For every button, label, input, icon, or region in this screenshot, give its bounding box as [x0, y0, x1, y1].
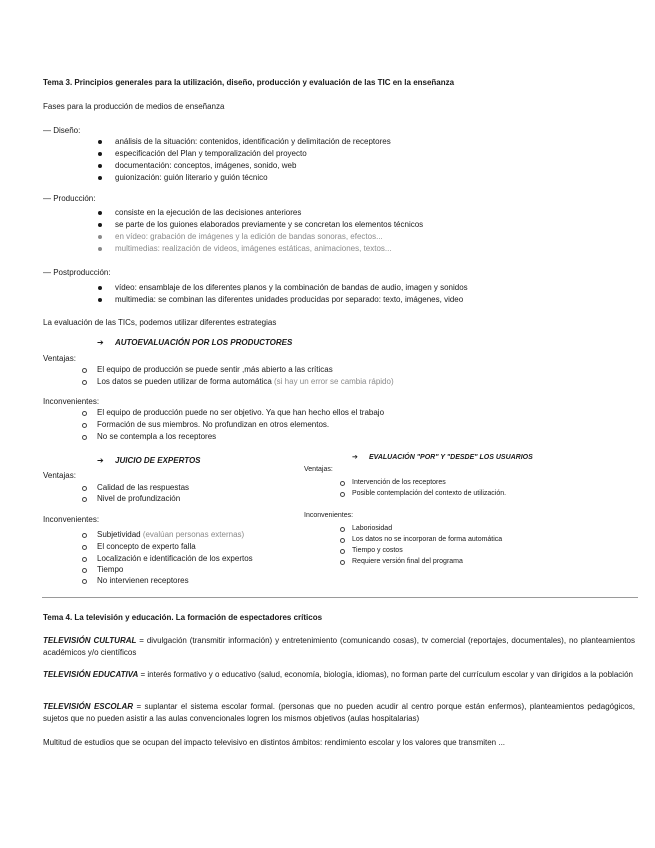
expertos-inconv-label: Inconvenientes: [43, 515, 100, 524]
bullet-icon [98, 223, 102, 227]
produccion-label: — Producción: [43, 194, 96, 203]
auto-inconv: No se contempla a los receptores [97, 432, 217, 441]
postproduccion-label: — Postproducción: [43, 268, 111, 277]
produccion-item: multimedias: realización de videos, imágenes estáticas, animaciones, textos... [115, 244, 392, 253]
arrow-right-icon: ➔ [97, 456, 104, 465]
bullet-icon [98, 235, 102, 239]
usuarios-inconv-label: Inconvenientes: [304, 512, 354, 519]
usuarios-heading: EVALUACIÓN "POR" Y "DESDE" LOS USUARIOS [369, 454, 533, 461]
circle-bullet-icon [340, 538, 345, 543]
auto-heading: AUTOEVALUACIÓN POR LOS PRODUCTORES [115, 338, 293, 347]
auto-inconv-label: Inconvenientes: [43, 397, 100, 406]
evaluacion-intro: La evaluación de las TICs, podemos utilizar diferentes estrategias [43, 318, 277, 327]
circle-bullet-icon [340, 492, 345, 497]
multitud-paragraph: Multitud de estudios que se ocupan del impacto televisivo en distintos ámbitos: rendimiento escolar y los valores que transmiten ... [43, 738, 506, 747]
circle-bullet-icon [340, 560, 345, 565]
tv-educativa-text: = interés formativo y o educativo (salud, economía, biología, idiomas), no forman parte del currículum escolar y van dirigidos a la población [138, 670, 633, 679]
tema4-title: Tema 4. La televisión y educación. La formación de espectadores críticos [43, 613, 323, 622]
tv-cultural-text: = divulgación (transmitir información) y entretenimiento (comunicando cosas), tv comercial (reportajes, documentales), no planteamientos académicos y/o científicos [43, 636, 635, 657]
expertos-inconv: Localización e identificación de los expertos [97, 554, 253, 563]
auto-inconv: Formación de sus miembros. No profundizan en otros elementos. [97, 420, 330, 429]
expertos-inconv-text: Subjetividad [97, 530, 143, 539]
postproduccion-item: multimedia: se combinan las diferentes unidades producidas por separado: texto, imágenes, video [115, 295, 464, 304]
circle-bullet-icon [82, 568, 87, 573]
diseno-item: especificación del Plan y temporalización del proyecto [115, 149, 307, 158]
circle-bullet-icon [82, 497, 87, 502]
bullet-icon [98, 211, 102, 215]
bullet-icon [98, 164, 102, 168]
expertos-ventajas-label: Ventajas: [43, 471, 76, 480]
circle-bullet-icon [82, 380, 87, 385]
expertos-inconv: Tiempo [97, 565, 124, 574]
circle-bullet-icon [340, 549, 345, 554]
circle-bullet-icon [340, 527, 345, 532]
circle-bullet-icon [82, 423, 87, 428]
bullet-icon [98, 286, 102, 290]
fases-heading: Fases para la producción de medios de enseñanza [43, 102, 225, 111]
circle-bullet-icon [82, 545, 87, 550]
section-divider [42, 597, 638, 598]
circle-bullet-icon [82, 368, 87, 373]
tema3-title: Tema 3. Principios generales para la utilización, diseño, producción y evaluación de las TIC en la enseñanza [43, 78, 455, 87]
arrow-right-icon: ➔ [352, 454, 358, 461]
bullet-icon [98, 152, 102, 156]
bullet-icon [98, 247, 102, 251]
bullet-icon [98, 140, 102, 144]
circle-bullet-icon [82, 486, 87, 491]
auto-ventaja [97, 376, 394, 388]
expertos-heading: JUICIO DE EXPERTOS [115, 456, 201, 465]
usuarios-inconv: Laboriosidad [352, 525, 393, 532]
auto-inconv: El equipo de producción puede no ser objetivo. Ya que han hecho ellos el trabajo [97, 408, 385, 417]
tv-cultural-paragraph [43, 635, 635, 658]
tv-escolar-text: = suplantar el sistema escolar formal. (personas que no pueden acudir al centro porque están enfermos), planteamientos pedagógicos, sujetos que no pueden asistir a las aulas convencionales logren los mismos objetivos (aulas hospitalarias) [43, 702, 636, 723]
circle-bullet-icon [82, 435, 87, 440]
bullet-icon [98, 298, 102, 302]
auto-ventajas-label: Ventajas: [43, 354, 76, 363]
expertos-ventaja: Calidad de las respuestas [97, 483, 190, 492]
bullet-icon [98, 176, 102, 180]
auto-ventaja: El equipo de producción se puede sentir ,más abierto a las críticas [97, 365, 333, 374]
expertos-ventaja: Nivel de profundización [97, 494, 181, 503]
circle-bullet-icon [82, 411, 87, 416]
produccion-item: en vídeo: grabación de imágenes y la edición de bandas sonoras, efectos... [115, 232, 383, 241]
expertos-inconv-note: (evalúan personas externas) [142, 530, 245, 539]
tv-cultural-term: TELEVISIÓN CULTURAL [43, 636, 137, 645]
usuarios-ventaja: Intervención de los receptores [352, 479, 446, 486]
expertos-inconv: No intervienen receptores [97, 576, 189, 585]
usuarios-ventaja: Posible contemplación del contexto de utilización. [352, 490, 507, 497]
tv-educativa-term: TELEVISIÓN EDUCATIVA [43, 670, 139, 679]
diseno-label: — Diseño: [43, 126, 81, 135]
expertos-inconv: El concepto de experto falla [97, 542, 196, 551]
usuarios-inconv: Los datos no se incorporan de forma automática [352, 536, 503, 543]
diseno-item: análisis de la situación: contenidos, identificación y delimitación de receptores [115, 137, 391, 146]
tv-escolar-paragraph [43, 701, 635, 724]
tv-educativa-paragraph [43, 669, 635, 681]
diseno-item: guionización: guión literario y guión técnico [115, 173, 268, 182]
tv-escolar-term: TELEVISIÓN ESCOLAR [43, 702, 134, 711]
produccion-item: consiste en la ejecución de las decisiones anteriores [115, 208, 302, 217]
usuarios-inconv: Tiempo y costos [352, 547, 403, 554]
usuarios-inconv: Requiere versión final del programa [352, 558, 463, 565]
expertos-inconv [97, 529, 244, 541]
circle-bullet-icon [82, 533, 87, 538]
circle-bullet-icon [82, 579, 87, 584]
circle-bullet-icon [82, 557, 87, 562]
diseno-item: documentación: conceptos, imágenes, sonido, web [115, 161, 297, 170]
usuarios-ventajas-label: Ventajas: [304, 466, 333, 473]
circle-bullet-icon [340, 481, 345, 486]
arrow-right-icon: ➔ [97, 338, 104, 347]
produccion-item: se parte de los guiones elaborados previamente y se concretan los elementos técnicos [115, 220, 424, 229]
auto-ventaja-text: Los datos se pueden utilizar de forma automática [97, 377, 274, 386]
postproduccion-item: vídeo: ensamblaje de los diferentes planos y la combinación de bandas de audio, imagen y sonidos [115, 283, 468, 292]
auto-ventaja-note: (si hay un error se cambia rápido) [274, 377, 394, 386]
